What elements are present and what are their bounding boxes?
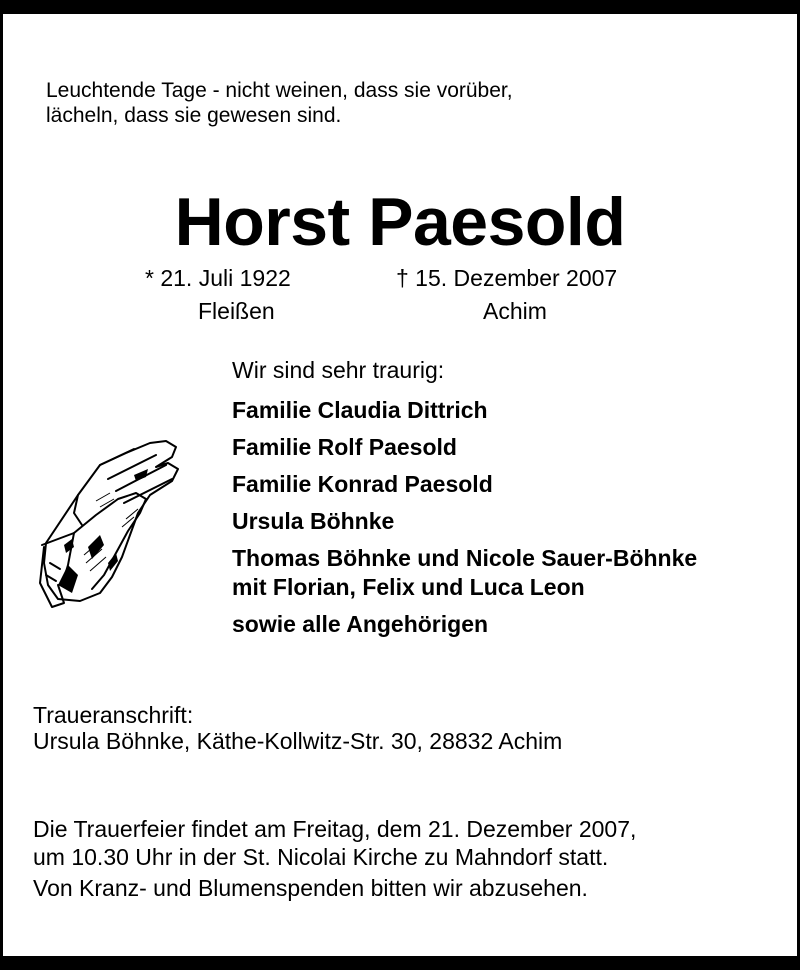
birth-date: * 21. Juli 1922 (145, 265, 291, 291)
service-line-1: Die Trauerfeier findet am Freitag, dem 21. Dezember 2007, (33, 816, 637, 842)
motto-line-1: Leuchtende Tage - nicht weinen, dass sie vorüber, (46, 79, 513, 102)
death-date: † 15. Dezember 2007 (396, 265, 618, 291)
mourner-item: Familie Konrad Paesold (232, 471, 493, 497)
mourner-item: sowie alle Angehörigen (232, 611, 489, 637)
service-line-2: um 10.30 Uhr in der St. Nicolai Kirche zu Mahndorf statt. (33, 844, 609, 870)
address-label: Traueranschrift: (33, 702, 194, 728)
deceased-name: Horst Paesold (174, 184, 626, 260)
mourner-item: Thomas Böhnke und Nicole Sauer-Böhnke (232, 545, 698, 571)
mourning-address: Ursula Böhnke, Käthe-Kollwitz-Str. 30, 28832 Achim (33, 728, 563, 754)
praying-hands-icon (38, 435, 183, 610)
motto (46, 78, 513, 128)
funeral-service-info (33, 815, 636, 871)
motto-line-2: lächeln, dass sie gewesen sind. (46, 104, 342, 127)
mourners-list (232, 396, 697, 647)
mourner-item: Familie Claudia Dittrich (232, 397, 488, 423)
mourning-intro: Wir sind sehr traurig: (232, 357, 445, 383)
mourner-item: Familie Rolf Paesold (232, 434, 457, 460)
mourner-item: mit Florian, Felix und Luca Leon (232, 574, 585, 600)
flowers-request: Von Kranz- und Blumenspenden bitten wir abzusehen. (33, 875, 588, 901)
birth-place: Fleißen (198, 298, 275, 324)
mourner-item: Ursula Böhnke (232, 508, 395, 534)
death-place: Achim (483, 298, 547, 324)
